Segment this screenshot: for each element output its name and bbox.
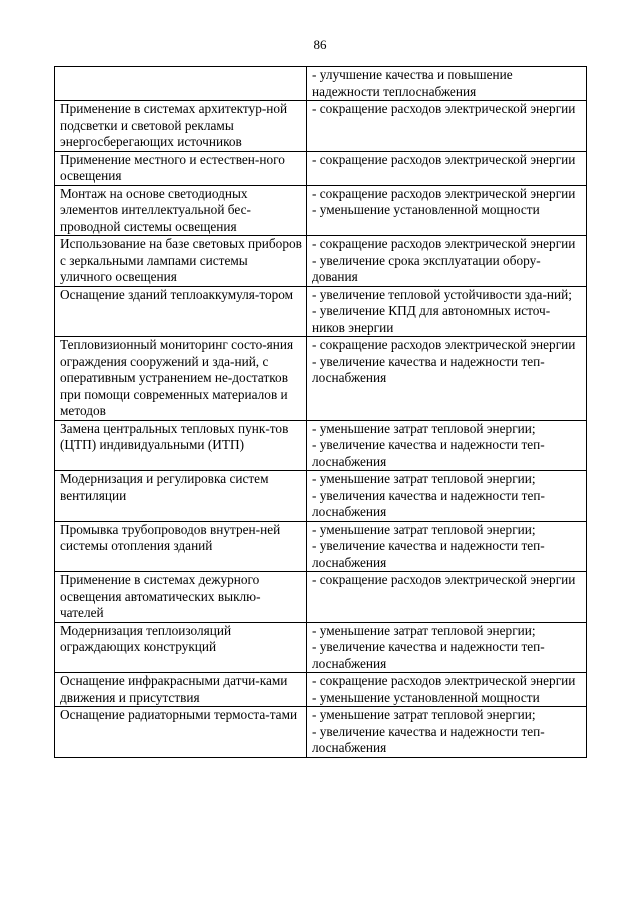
page-number: 86 [313,37,327,52]
effect-item: - уменьшение затрат тепловой энергии; [312,622,536,638]
measure-cell: Монтаж на основе светодиодных элементов интеллектуальной бес-проводной системы освещения [55,185,307,236]
effect-item: - увеличение качества и надежности теп-лоснабжения [312,723,545,755]
effect-item: - увеличение КПД для автономных источ-ников энергии [312,303,551,335]
measure-cell: Тепловизионный мониторинг состо-яния ограждения сооружений и зда-ний, с оперативным устранением не-достатков при помощи современных материалов и методов [55,337,307,421]
measure-cell: Оснащение радиаторными термоста-тами [55,707,307,758]
effect-item: - уменьшение затрат тепловой энергии; [312,471,536,486]
effect-cell [307,101,587,152]
measures-table [54,66,587,758]
effect-item: - уменьшение установленной мощности [312,202,540,217]
measure-cell: Замена центральных тепловых пунк-тов (ЦТП) индивидуальными (ИТП) [55,420,307,471]
effect-item: - уменьшение затрат тепловой энергии; [312,521,536,537]
effect-cell [307,572,587,623]
effect-item: - сокращение расходов электрической энергии [312,236,576,251]
effect-cell [307,521,587,572]
table-row [55,236,587,287]
measures-table-body [55,67,587,758]
effect-item: - уменьшение установленной мощности [312,689,540,705]
effect-cell [307,185,587,236]
effect-item: - увеличение качества и надежности теп-лоснабжения [312,639,545,671]
measure-cell: Применение местного и естествен-ного освещения [55,151,307,185]
table-row [55,622,587,673]
table-row [55,286,587,337]
measure-cell: Модернизация теплоизоляций ограждающих конструкций [55,622,307,673]
effect-cell [307,471,587,522]
effect-item: - сокращение расходов электрической энергии [312,101,576,116]
measure-cell: Оснащение инфракрасными датчи-ками движения и присутствия [55,673,307,707]
effect-item: - уменьшение затрат тепловой энергии; [312,420,536,436]
measure-cell: Применение в системах дежурного освещения автоматических выклю-чателей [55,572,307,623]
table-row [55,420,587,471]
effect-item: - увеличение качества и надежности теп-лоснабжения [312,437,545,469]
table-row [55,151,587,185]
measure-cell: Промывка трубопроводов внутрен-ней системы отопления зданий [55,521,307,572]
effect-item: - сокращение расходов электрической энергии [312,673,576,688]
measure-cell [55,67,307,101]
measure-cell: Применение в системах архитектур-ной подсветки и световой рекламы энергосберегающих источников [55,101,307,152]
measure-cell: Оснащение зданий теплоаккумуля-тором [55,286,307,337]
table-row [55,572,587,623]
table-row [55,471,587,522]
effect-cell [307,151,587,185]
effect-cell [307,707,587,758]
effect-cell [307,673,587,707]
effect-item: - увеличение срока эксплуатации обору-дования [312,252,541,284]
table-row [55,673,587,707]
table-row [55,337,587,421]
effect-cell [307,337,587,421]
effect-cell [307,236,587,287]
table-row [55,185,587,236]
effect-item: - увеличение качества и надежности теп-лоснабжения [312,353,545,385]
effect-item: - сокращение расходов электрической энергии [312,337,576,352]
effect-item: - уменьшение затрат тепловой энергии; [312,707,536,722]
effect-item: - сокращение расходов электрической энергии [312,572,576,587]
measure-cell: Модернизация и регулировка систем вентиляции [55,471,307,522]
effect-item: - увеличение тепловой устойчивости зда-ний; [312,286,572,302]
effect-item: - сокращение расходов электрической энергии [312,151,576,167]
effect-item: - увеличения качества и надежности теп-лоснабжения [312,487,545,519]
table-row [55,707,587,758]
effect-cell [307,286,587,337]
effect-item: - сокращение расходов электрической энергии [312,185,576,201]
effect-cell [307,622,587,673]
effect-item: - увеличение качества и надежности теп-лоснабжения [312,538,545,570]
effect-item: - улучшение качества и повышение надежности теплоснабжения [312,67,513,99]
table-row [55,67,587,101]
effect-cell [307,67,587,101]
table-row [55,101,587,152]
effect-cell [307,420,587,471]
measure-cell: Использование на базе световых приборов с зеркальными лампами системы уличного освещения [55,236,307,287]
table-row [55,521,587,572]
